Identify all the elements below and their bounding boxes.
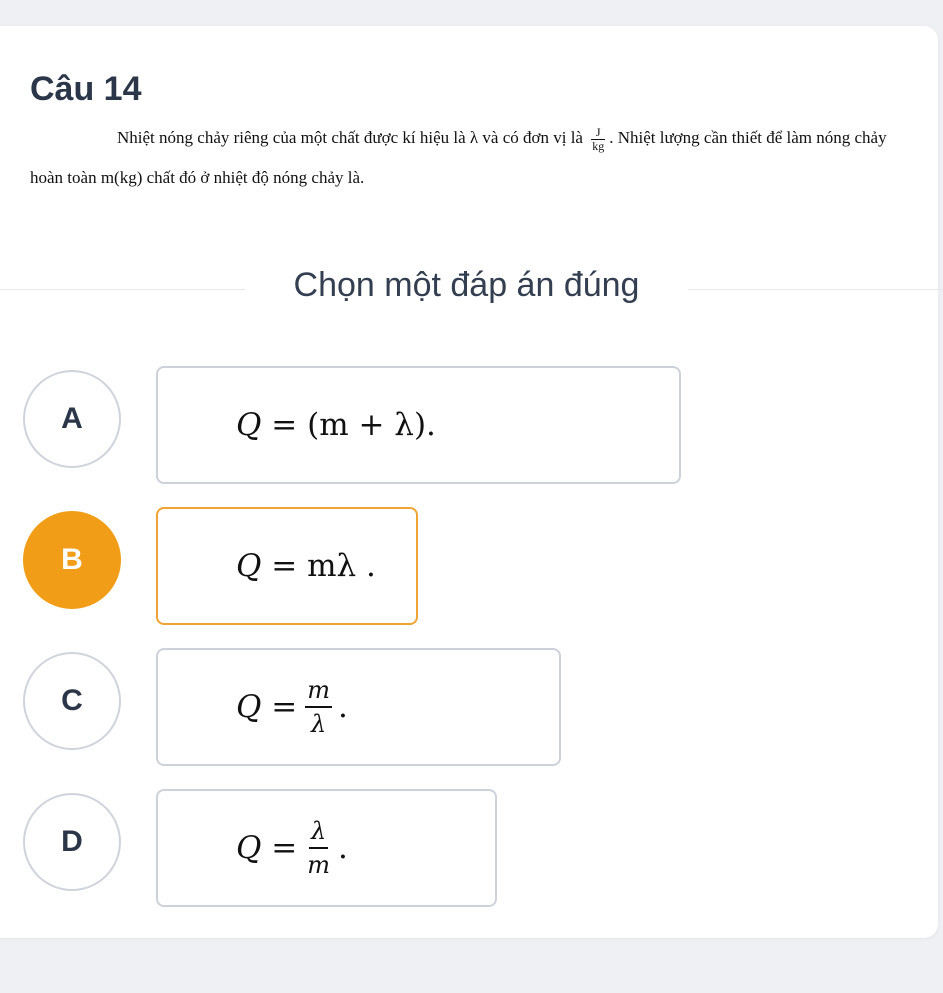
option-d-badge[interactable]: D (23, 793, 121, 891)
option-b-answer[interactable] (156, 507, 418, 625)
option-c-eq: = (271, 689, 298, 725)
option-d[interactable] (0, 789, 943, 911)
option-c-numerator: m (305, 676, 332, 708)
option-a-eq: = (271, 407, 298, 443)
option-d-lhs: Q (236, 830, 262, 866)
option-b-formula (236, 509, 376, 623)
option-a-badge[interactable]: A (23, 370, 121, 468)
option-b-lhs: Q (236, 548, 262, 584)
option-d-denominator: m (307, 851, 331, 879)
unit-fraction (591, 126, 605, 153)
option-a-answer[interactable] (156, 366, 681, 484)
option-a-rhs: (m + λ). (307, 407, 436, 443)
unit-numerator: J (591, 126, 605, 140)
option-a-formula (236, 368, 436, 482)
instruction-heading: Chọn một đáp án đúng (293, 266, 640, 304)
option-b-badge[interactable]: B (23, 511, 121, 609)
option-c-formula (236, 650, 348, 764)
option-d-formula (236, 791, 348, 905)
option-d-fraction (305, 817, 332, 879)
option-b-eq: = (271, 548, 298, 584)
option-d-numerator: λ (309, 817, 328, 849)
question-text (30, 118, 900, 198)
option-c-fraction (305, 676, 332, 738)
option-c-lhs: Q (236, 689, 262, 725)
option-a[interactable] (0, 366, 943, 488)
question-text-after: . Nhiệt lượng cần thiết để làm nóng chảy hoàn toàn m(kg) chất đó ở nhiệt độ nóng chảy là. (30, 128, 887, 187)
option-a-lhs: Q (236, 407, 262, 443)
option-c-badge[interactable]: C (23, 652, 121, 750)
option-b-rhs: mλ . (307, 548, 376, 584)
unit-denominator: kg (592, 138, 605, 153)
divider-right (688, 289, 943, 290)
divider-left (0, 289, 245, 290)
option-c-answer[interactable] (156, 648, 561, 766)
question-number: Câu 14 (30, 70, 142, 108)
option-c-denominator: λ (311, 710, 327, 738)
option-d-answer[interactable] (156, 789, 497, 907)
question-text-before: Nhiệt nóng chảy riêng của một chất được kí hiệu là λ và có đơn vị là (117, 128, 583, 147)
option-c[interactable] (0, 648, 943, 770)
option-b[interactable] (0, 507, 943, 629)
option-c-tail: . (338, 689, 348, 725)
option-d-tail: . (338, 830, 348, 866)
option-d-eq: = (271, 830, 298, 866)
